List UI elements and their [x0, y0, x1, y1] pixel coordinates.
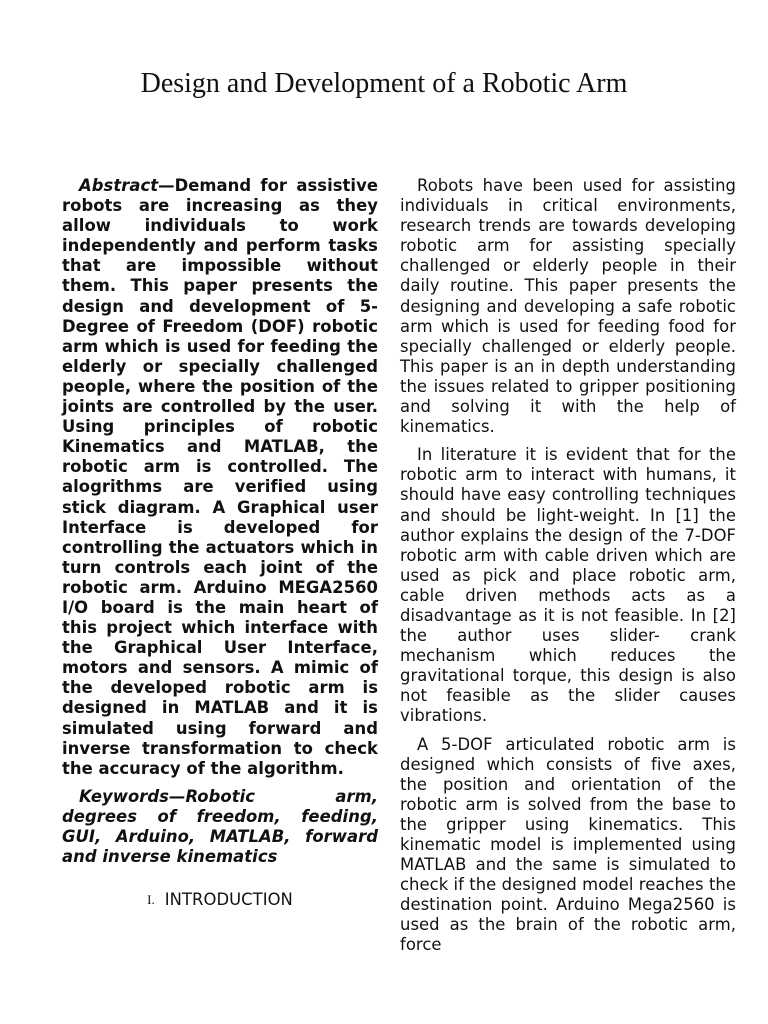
body-paragraph: In literature it is evident that for the robotic arm to interact with humans, it should have easy controlling techniques and should be light-weight. In [1] the author explains the design of the 7-DOF robotic arm with cable driven which are used as pick and place robotic arm, cable driven methods acts as a disadvantage as it is not feasible. In [2] the author uses slider- crank mechanism which reduces the gravitational torque, this design is also not feasible as the slider causes vibrations.	[400, 445, 736, 726]
keywords-text: Robotic arm, degrees of freedom, feeding, GUI, Arduino, MATLAB, forward and inverse kinematics	[62, 786, 378, 867]
abstract-paragraph	[62, 176, 378, 779]
left-column	[62, 176, 378, 911]
section-title: INTRODUCTION	[164, 890, 293, 910]
abstract-text: Demand for assistive robots are increasing as they allow individuals to work independently and perform tasks that are impossible without them. This paper presents the design and development of 5-Degree of Freedom (DOF) robotic arm which is used for feeding the elderly or specially challenged people, where the position of the joints are controlled by the user. Using principles of robotic Kinematics and MATLAB, the robotic arm is controlled. The alogrithms are verified using stick diagram. A Graphical user Interface is developed for controlling the actuators which in turn controls each joint of the robotic arm. Arduino MEGA2560 I/O board is the main heart of this project which interface with the Graphical User Interface, motors and sensors. A mimic of the developed robotic arm is designed in MATLAB and it is simulated using forward and inverse transformation to check the accuracy of the algorithm.	[62, 176, 378, 778]
body-paragraph: A 5-DOF articulated robotic arm is designed which consists of five axes, the position and orientation of the robotic arm is solved from the base to the gripper using kinematics. This kinematic model is implemented using MATLAB and the same is simulated to check if the designed model reaches the destination point. Arduino Mega2560 is used as the brain of the robotic arm, force	[400, 734, 736, 955]
paper-title: Design and Development of a Robotic Arm	[140, 68, 628, 99]
section-number: I.	[147, 892, 155, 908]
keywords-label: Keywords	[79, 786, 169, 806]
abstract-label: Abstract	[79, 176, 159, 195]
abstract-dash: —	[158, 176, 175, 195]
section-heading-introduction	[62, 890, 378, 911]
keywords-paragraph	[62, 787, 378, 867]
keywords-dash: —	[168, 786, 186, 806]
right-column	[400, 176, 736, 956]
body-paragraph: Robots have been used for assisting individuals in critical environments, research trends are towards developing robotic arm for assisting specially challenged or elderly people in their daily routine. This paper presents the designing and developing a safe robotic arm which is used for feeding food for specially challenged or elderly people. This paper is an in depth understanding the issues related to gripper positioning and solving it with the help of kinematics.	[400, 176, 736, 437]
